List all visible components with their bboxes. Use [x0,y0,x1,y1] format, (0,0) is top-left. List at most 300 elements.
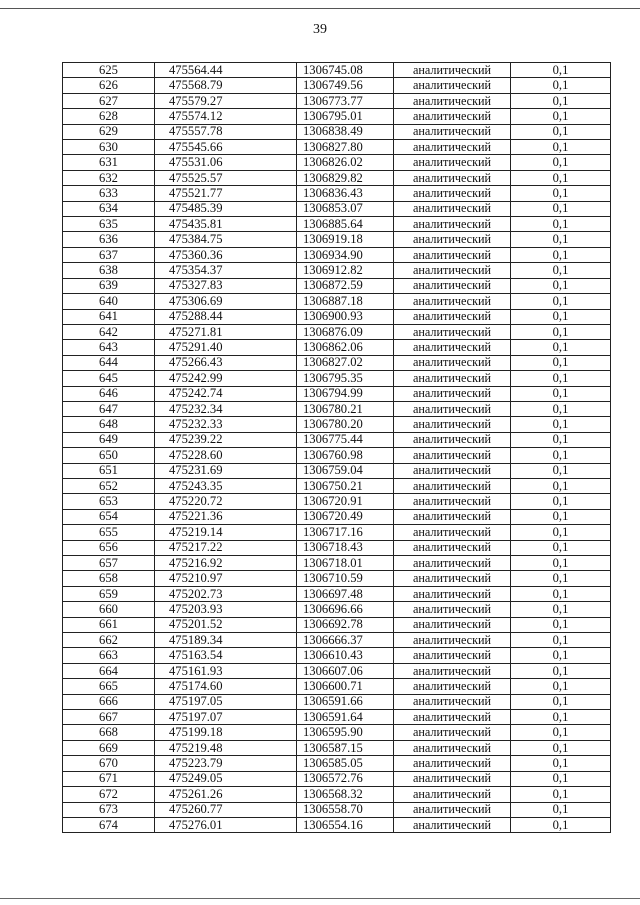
x-coordinate-cell: 475545.66 [155,140,297,155]
accuracy-cell: 0,1 [511,355,611,370]
table-row [63,725,611,740]
point-number-cell: 625 [63,63,155,78]
accuracy-cell: 0,1 [511,109,611,124]
method-cell: аналитический [394,771,511,786]
x-coordinate-cell: 475189.34 [155,633,297,648]
method-cell: аналитический [394,463,511,478]
y-coordinate-cell: 1306587.15 [297,740,394,755]
accuracy-cell: 0,1 [511,663,611,678]
table-row [63,232,611,247]
point-number-cell: 645 [63,371,155,386]
y-coordinate-cell: 1306759.04 [297,463,394,478]
x-coordinate-cell: 475174.60 [155,679,297,694]
point-number-cell: 637 [63,247,155,262]
y-coordinate-cell: 1306572.76 [297,771,394,786]
x-coordinate-cell: 475228.60 [155,448,297,463]
accuracy-cell: 0,1 [511,756,611,771]
y-coordinate-cell: 1306710.59 [297,571,394,586]
method-cell: аналитический [394,787,511,802]
method-cell: аналитический [394,155,511,170]
table-row [63,448,611,463]
accuracy-cell: 0,1 [511,140,611,155]
x-coordinate-cell: 475232.34 [155,401,297,416]
y-coordinate-cell: 1306718.01 [297,556,394,571]
accuracy-cell: 0,1 [511,201,611,216]
accuracy-cell: 0,1 [511,463,611,478]
point-number-cell: 670 [63,756,155,771]
x-coordinate-cell: 475219.14 [155,525,297,540]
y-coordinate-cell: 1306826.02 [297,155,394,170]
point-number-cell: 656 [63,540,155,555]
y-coordinate-cell: 1306595.90 [297,725,394,740]
point-number-cell: 668 [63,725,155,740]
y-coordinate-cell: 1306692.78 [297,617,394,632]
x-coordinate-cell: 475485.39 [155,201,297,216]
method-cell: аналитический [394,509,511,524]
coordinates-table-container [62,62,610,833]
accuracy-cell: 0,1 [511,448,611,463]
accuracy-cell: 0,1 [511,509,611,524]
y-coordinate-cell: 1306585.05 [297,756,394,771]
table-row [63,417,611,432]
method-cell: аналитический [394,710,511,725]
bottom-rule [0,898,640,899]
accuracy-cell: 0,1 [511,648,611,663]
x-coordinate-cell: 475163.54 [155,648,297,663]
accuracy-cell: 0,1 [511,586,611,601]
accuracy-cell: 0,1 [511,725,611,740]
x-coordinate-cell: 475242.99 [155,371,297,386]
point-number-cell: 664 [63,663,155,678]
method-cell: аналитический [394,648,511,663]
y-coordinate-cell: 1306872.59 [297,278,394,293]
x-coordinate-cell: 475260.77 [155,802,297,817]
x-coordinate-cell: 475161.93 [155,663,297,678]
table-row [63,63,611,78]
y-coordinate-cell: 1306600.71 [297,679,394,694]
x-coordinate-cell: 475271.81 [155,324,297,339]
x-coordinate-cell: 475327.83 [155,278,297,293]
table-row [63,586,611,601]
table-row [63,170,611,185]
table-row [63,817,611,832]
accuracy-cell: 0,1 [511,432,611,447]
x-coordinate-cell: 475197.05 [155,694,297,709]
point-number-cell: 643 [63,340,155,355]
x-coordinate-cell: 475564.44 [155,63,297,78]
table-row [63,663,611,678]
y-coordinate-cell: 1306666.37 [297,633,394,648]
x-coordinate-cell: 475261.26 [155,787,297,802]
point-number-cell: 657 [63,556,155,571]
table-row [63,278,611,293]
accuracy-cell: 0,1 [511,817,611,832]
accuracy-cell: 0,1 [511,571,611,586]
method-cell: аналитический [394,694,511,709]
point-number-cell: 667 [63,710,155,725]
point-number-cell: 655 [63,525,155,540]
method-cell: аналитический [394,186,511,201]
x-coordinate-cell: 475249.05 [155,771,297,786]
x-coordinate-cell: 475306.69 [155,294,297,309]
method-cell: аналитический [394,247,511,262]
y-coordinate-cell: 1306591.64 [297,710,394,725]
method-cell: аналитический [394,340,511,355]
method-cell: аналитический [394,170,511,185]
y-coordinate-cell: 1306900.93 [297,309,394,324]
table-row [63,78,611,93]
table-row [63,679,611,694]
x-coordinate-cell: 475231.69 [155,463,297,478]
point-number-cell: 636 [63,232,155,247]
point-number-cell: 661 [63,617,155,632]
point-number-cell: 642 [63,324,155,339]
table-row [63,756,611,771]
method-cell: аналитический [394,448,511,463]
point-number-cell: 673 [63,802,155,817]
table-body [63,63,611,833]
y-coordinate-cell: 1306696.66 [297,602,394,617]
method-cell: аналитический [394,602,511,617]
table-row [63,478,611,493]
accuracy-cell: 0,1 [511,540,611,555]
y-coordinate-cell: 1306760.98 [297,448,394,463]
table-row [63,494,611,509]
method-cell: аналитический [394,371,511,386]
accuracy-cell: 0,1 [511,232,611,247]
x-coordinate-cell: 475384.75 [155,232,297,247]
method-cell: аналитический [394,201,511,216]
y-coordinate-cell: 1306934.90 [297,247,394,262]
method-cell: аналитический [394,401,511,416]
accuracy-cell: 0,1 [511,170,611,185]
y-coordinate-cell: 1306887.18 [297,294,394,309]
method-cell: аналитический [394,63,511,78]
point-number-cell: 674 [63,817,155,832]
x-coordinate-cell: 475557.78 [155,124,297,139]
accuracy-cell: 0,1 [511,771,611,786]
method-cell: аналитический [394,78,511,93]
point-number-cell: 666 [63,694,155,709]
y-coordinate-cell: 1306838.49 [297,124,394,139]
table-row [63,217,611,232]
accuracy-cell: 0,1 [511,186,611,201]
method-cell: аналитический [394,817,511,832]
method-cell: аналитический [394,263,511,278]
x-coordinate-cell: 475203.93 [155,602,297,617]
accuracy-cell: 0,1 [511,494,611,509]
coordinates-table [62,62,611,833]
y-coordinate-cell: 1306750.21 [297,478,394,493]
x-coordinate-cell: 475217.22 [155,540,297,555]
accuracy-cell: 0,1 [511,63,611,78]
table-row [63,694,611,709]
table-row [63,186,611,201]
y-coordinate-cell: 1306885.64 [297,217,394,232]
y-coordinate-cell: 1306697.48 [297,586,394,601]
y-coordinate-cell: 1306749.56 [297,78,394,93]
method-cell: аналитический [394,324,511,339]
table-row [63,432,611,447]
point-number-cell: 672 [63,787,155,802]
accuracy-cell: 0,1 [511,263,611,278]
point-number-cell: 669 [63,740,155,755]
point-number-cell: 644 [63,355,155,370]
table-row [63,109,611,124]
method-cell: аналитический [394,109,511,124]
method-cell: аналитический [394,740,511,755]
y-coordinate-cell: 1306558.70 [297,802,394,817]
method-cell: аналитический [394,540,511,555]
x-coordinate-cell: 475521.77 [155,186,297,201]
x-coordinate-cell: 475239.22 [155,432,297,447]
method-cell: аналитический [394,556,511,571]
method-cell: аналитический [394,93,511,108]
accuracy-cell: 0,1 [511,478,611,493]
method-cell: аналитический [394,417,511,432]
point-number-cell: 646 [63,386,155,401]
point-number-cell: 630 [63,140,155,155]
table-row [63,787,611,802]
x-coordinate-cell: 475266.43 [155,355,297,370]
y-coordinate-cell: 1306591.66 [297,694,394,709]
point-number-cell: 662 [63,633,155,648]
accuracy-cell: 0,1 [511,694,611,709]
point-number-cell: 652 [63,478,155,493]
table-row [63,386,611,401]
table-row [63,633,611,648]
method-cell: аналитический [394,494,511,509]
point-number-cell: 638 [63,263,155,278]
x-coordinate-cell: 475243.35 [155,478,297,493]
method-cell: аналитический [394,571,511,586]
x-coordinate-cell: 475223.79 [155,756,297,771]
table-row [63,294,611,309]
table-row [63,140,611,155]
accuracy-cell: 0,1 [511,217,611,232]
table-row [63,155,611,170]
accuracy-cell: 0,1 [511,679,611,694]
x-coordinate-cell: 475216.92 [155,556,297,571]
table-row [63,648,611,663]
point-number-cell: 654 [63,509,155,524]
y-coordinate-cell: 1306862.06 [297,340,394,355]
table-row [63,309,611,324]
method-cell: аналитический [394,355,511,370]
table-row [63,556,611,571]
x-coordinate-cell: 475232.33 [155,417,297,432]
accuracy-cell: 0,1 [511,417,611,432]
accuracy-cell: 0,1 [511,602,611,617]
point-number-cell: 641 [63,309,155,324]
x-coordinate-cell: 475210.97 [155,571,297,586]
y-coordinate-cell: 1306853.07 [297,201,394,216]
y-coordinate-cell: 1306794.99 [297,386,394,401]
x-coordinate-cell: 475202.73 [155,586,297,601]
accuracy-cell: 0,1 [511,633,611,648]
point-number-cell: 627 [63,93,155,108]
table-row [63,509,611,524]
table-row [63,93,611,108]
x-coordinate-cell: 475525.57 [155,170,297,185]
table-row [63,771,611,786]
point-number-cell: 648 [63,417,155,432]
table-row [63,802,611,817]
x-coordinate-cell: 475221.36 [155,509,297,524]
method-cell: аналитический [394,309,511,324]
accuracy-cell: 0,1 [511,617,611,632]
point-number-cell: 628 [63,109,155,124]
y-coordinate-cell: 1306836.43 [297,186,394,201]
table-row [63,463,611,478]
accuracy-cell: 0,1 [511,278,611,293]
accuracy-cell: 0,1 [511,340,611,355]
y-coordinate-cell: 1306607.06 [297,663,394,678]
y-coordinate-cell: 1306745.08 [297,63,394,78]
point-number-cell: 639 [63,278,155,293]
y-coordinate-cell: 1306795.35 [297,371,394,386]
point-number-cell: 663 [63,648,155,663]
accuracy-cell: 0,1 [511,802,611,817]
point-number-cell: 632 [63,170,155,185]
method-cell: аналитический [394,617,511,632]
accuracy-cell: 0,1 [511,93,611,108]
y-coordinate-cell: 1306827.80 [297,140,394,155]
point-number-cell: 626 [63,78,155,93]
accuracy-cell: 0,1 [511,155,611,170]
x-coordinate-cell: 475199.18 [155,725,297,740]
method-cell: аналитический [394,294,511,309]
y-coordinate-cell: 1306827.02 [297,355,394,370]
x-coordinate-cell: 475288.44 [155,309,297,324]
point-number-cell: 635 [63,217,155,232]
x-coordinate-cell: 475435.81 [155,217,297,232]
x-coordinate-cell: 475360.36 [155,247,297,262]
y-coordinate-cell: 1306717.16 [297,525,394,540]
x-coordinate-cell: 475197.07 [155,710,297,725]
accuracy-cell: 0,1 [511,124,611,139]
method-cell: аналитический [394,124,511,139]
x-coordinate-cell: 475219.48 [155,740,297,755]
y-coordinate-cell: 1306720.91 [297,494,394,509]
accuracy-cell: 0,1 [511,740,611,755]
x-coordinate-cell: 475220.72 [155,494,297,509]
method-cell: аналитический [394,756,511,771]
table-row [63,617,611,632]
y-coordinate-cell: 1306568.32 [297,787,394,802]
point-number-cell: 631 [63,155,155,170]
method-cell: аналитический [394,633,511,648]
table-row [63,263,611,278]
y-coordinate-cell: 1306780.21 [297,401,394,416]
accuracy-cell: 0,1 [511,386,611,401]
method-cell: аналитический [394,725,511,740]
accuracy-cell: 0,1 [511,371,611,386]
table-row [63,525,611,540]
page-number: 39 [313,22,327,37]
method-cell: аналитический [394,802,511,817]
method-cell: аналитический [394,679,511,694]
method-cell: аналитический [394,586,511,601]
y-coordinate-cell: 1306775.44 [297,432,394,447]
point-number-cell: 653 [63,494,155,509]
accuracy-cell: 0,1 [511,787,611,802]
x-coordinate-cell: 475531.06 [155,155,297,170]
accuracy-cell: 0,1 [511,324,611,339]
table-row [63,401,611,416]
y-coordinate-cell: 1306795.01 [297,109,394,124]
point-number-cell: 647 [63,401,155,416]
table-row [63,540,611,555]
point-number-cell: 651 [63,463,155,478]
point-number-cell: 665 [63,679,155,694]
accuracy-cell: 0,1 [511,247,611,262]
point-number-cell: 658 [63,571,155,586]
y-coordinate-cell: 1306554.16 [297,817,394,832]
x-coordinate-cell: 475291.40 [155,340,297,355]
method-cell: аналитический [394,278,511,293]
table-row [63,201,611,216]
method-cell: аналитический [394,432,511,447]
point-number-cell: 659 [63,586,155,601]
accuracy-cell: 0,1 [511,401,611,416]
accuracy-cell: 0,1 [511,525,611,540]
point-number-cell: 671 [63,771,155,786]
x-coordinate-cell: 475242.74 [155,386,297,401]
y-coordinate-cell: 1306718.43 [297,540,394,555]
table-row [63,371,611,386]
x-coordinate-cell: 475276.01 [155,817,297,832]
accuracy-cell: 0,1 [511,78,611,93]
y-coordinate-cell: 1306610.43 [297,648,394,663]
accuracy-cell: 0,1 [511,294,611,309]
x-coordinate-cell: 475574.12 [155,109,297,124]
table-row [63,602,611,617]
method-cell: аналитический [394,232,511,247]
accuracy-cell: 0,1 [511,309,611,324]
table-row [63,740,611,755]
y-coordinate-cell: 1306829.82 [297,170,394,185]
point-number-cell: 660 [63,602,155,617]
point-number-cell: 649 [63,432,155,447]
top-rule [0,8,640,9]
y-coordinate-cell: 1306919.18 [297,232,394,247]
method-cell: аналитический [394,525,511,540]
table-row [63,710,611,725]
point-number-cell: 629 [63,124,155,139]
point-number-cell: 634 [63,201,155,216]
table-row [63,571,611,586]
x-coordinate-cell: 475568.79 [155,78,297,93]
point-number-cell: 640 [63,294,155,309]
y-coordinate-cell: 1306773.77 [297,93,394,108]
method-cell: аналитический [394,140,511,155]
method-cell: аналитический [394,663,511,678]
point-number-cell: 650 [63,448,155,463]
method-cell: аналитический [394,478,511,493]
x-coordinate-cell: 475354.37 [155,263,297,278]
method-cell: аналитический [394,386,511,401]
x-coordinate-cell: 475201.52 [155,617,297,632]
y-coordinate-cell: 1306720.49 [297,509,394,524]
accuracy-cell: 0,1 [511,556,611,571]
y-coordinate-cell: 1306912.82 [297,263,394,278]
accuracy-cell: 0,1 [511,710,611,725]
point-number-cell: 633 [63,186,155,201]
method-cell: аналитический [394,217,511,232]
table-row [63,247,611,262]
table-row [63,355,611,370]
